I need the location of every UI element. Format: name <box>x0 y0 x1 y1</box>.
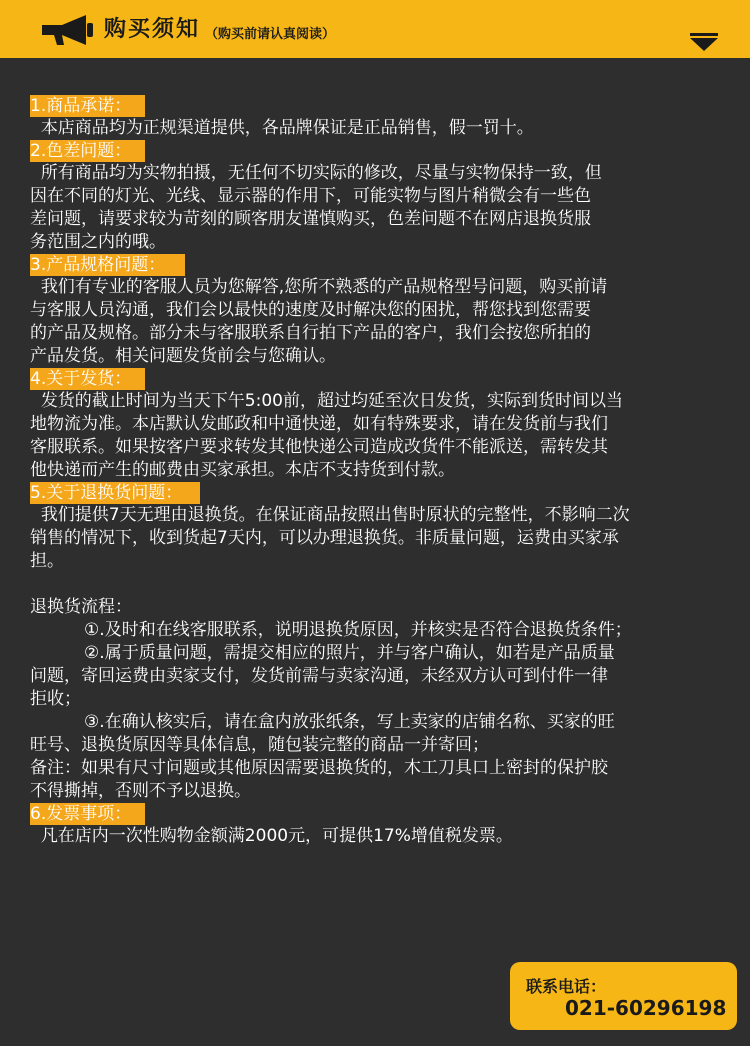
section-text: 本店商品均为正规渠道提供，各品牌保证是正品销售，假一罚十。 <box>30 118 534 138</box>
process-text: 备注：如果有尺寸问题或其他原因需要退换货的，木工刀具口上密封的保护胶 <box>30 758 608 778</box>
section-title-color-difference: 2.色差问题： <box>30 140 145 162</box>
process-text: ②.属于质量问题，需提交相应的照片，并与客户确认，如若是产品质量 <box>30 643 615 663</box>
section-text: 所有商品均为实物拍摄，无任何不切实际的修改，尽量与实物保持一致，但 <box>30 163 602 183</box>
return-process-title: 退换货流程： <box>30 597 132 617</box>
section-text: 地物流为准。本店默认发邮政和中通快递，如有特殊要求，请在发货前与我们 <box>30 414 608 434</box>
section-title-specification: 3.产品规格问题： <box>30 254 185 276</box>
chevron-down-icon[interactable] <box>690 33 718 51</box>
page-subtitle: （购买前请认真阅读） <box>205 27 336 42</box>
process-text: 拒收； <box>30 689 81 709</box>
section-text: 凡在店内一次性购物金额满2000元，可提供17%增值税发票。 <box>30 826 513 846</box>
page-title: 购买须知 <box>104 17 201 42</box>
spacer <box>30 573 730 596</box>
process-text: 问题，寄回运费由卖家支付，发货前需与卖家沟通，未经双方认可到付件一律 <box>30 666 608 686</box>
section-text: 我们提供7天无理由退换货。在保证商品按照出售时原状的完整性，不影响二次 <box>30 505 630 525</box>
section-text: 的产品及规格。部分未与客服联系自行拍下产品的客户，我们会按您所拍的 <box>30 323 591 343</box>
notice-content <box>30 95 730 848</box>
section-text: 他快递而产生的邮费由买家承担。本店不支持货到付款。 <box>30 460 455 480</box>
process-text: ①.及时和在线客服联系，说明退换货原因，并核实是否符合退换货条件； <box>30 620 632 640</box>
section-text: 我们有专业的客服人员为您解答,您所不熟悉的产品规格型号问题，购买前请 <box>30 277 608 297</box>
process-text: 不得撕掉，否则不予以退换。 <box>30 781 251 801</box>
contact-label: 联系电话： <box>526 977 607 996</box>
section-text: 销售的情况下，收到货起7天内，可以办理退换货。非质量问题，运费由买家承 <box>30 528 619 548</box>
process-text: ③.在确认核实后，请在盒内放张纸条，写上卖家的店铺名称、买家的旺 <box>30 712 615 732</box>
section-text: 差问题，请要求较为苛刻的顾客朋友谨慎购买，色差问题不在网店退换货服 <box>30 209 591 229</box>
section-text: 务范围之内的哦。 <box>30 232 166 252</box>
contact-phone[interactable]: 021-60296198 <box>565 996 727 1020</box>
section-title-returns: 5.关于退换货问题： <box>30 482 200 504</box>
process-text: 旺号、退换货原因等具体信息，随包装完整的商品一并寄回； <box>30 735 489 755</box>
section-text: 担。 <box>30 551 64 571</box>
section-text: 因在不同的灯光、光线、显示器的作用下，可能实物与图片稍微会有一些色 <box>30 186 591 206</box>
section-text: 与客服人员沟通，我们会以最快的速度及时解决您的困扰，帮您找到您需要 <box>30 300 591 320</box>
section-text: 产品发货。相关问题发货前会与您确认。 <box>30 346 336 366</box>
section-title-shipping: 4.关于发货： <box>30 368 145 390</box>
megaphone-icon <box>40 13 96 47</box>
header-bar <box>0 0 750 58</box>
section-title-commitment: 1.商品承诺： <box>30 95 145 117</box>
section-text: 客服联系。如果按客户要求转发其他快递公司造成改货件不能派送，需转发其 <box>30 437 608 457</box>
section-text: 发货的截止时间为当天下午5:00前，超过均延至次日发货，实际到货时间以当 <box>30 391 623 411</box>
contact-box <box>510 962 737 1030</box>
section-title-invoice: 6.发票事项： <box>30 803 145 825</box>
